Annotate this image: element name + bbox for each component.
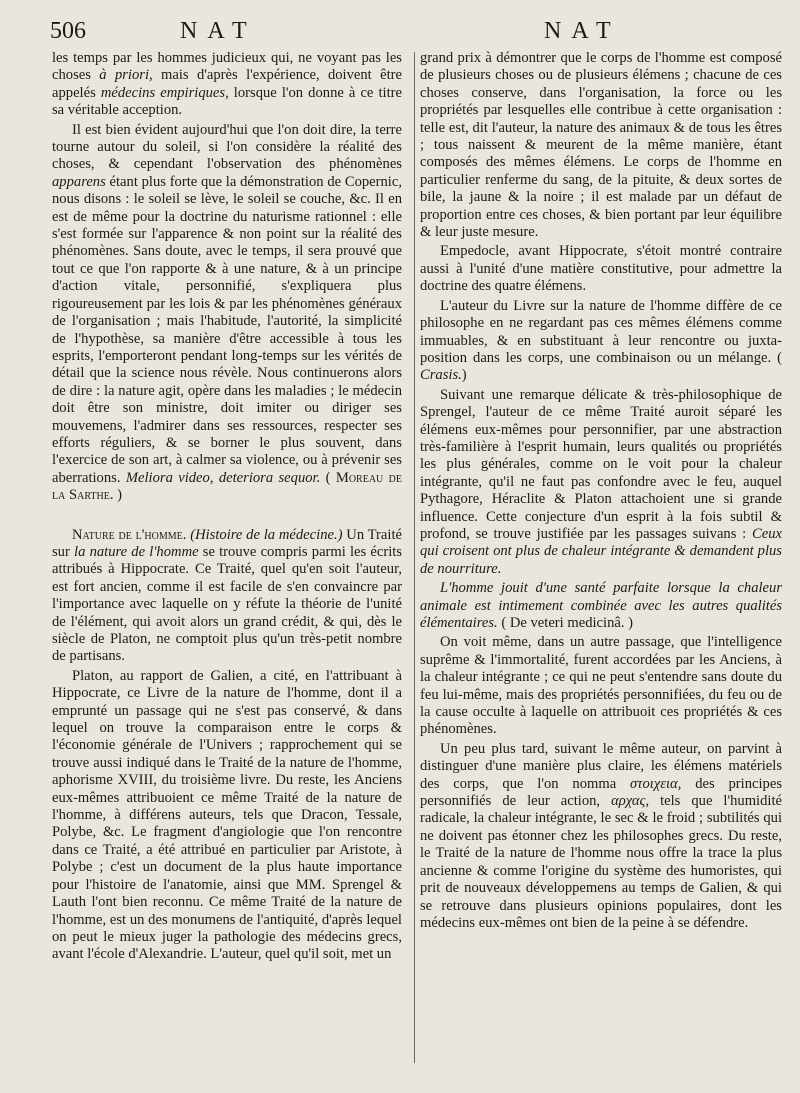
text-run: les temps par les hommes judicieux qui, ne voyant pas les choses xyxy=(52,50,402,84)
text-run: , lorsque l'on donne à ce titre sa véritable acception. xyxy=(52,84,402,119)
text-run: se trouve compris parmi les écrits attribués à Hippocrate. Ce Traité, quel qu'en soit l'auteur, est fort ancien, comme il est facile de s'en convaincre par l'importance avec laquelle on y réfute la théorie de l'unité de l'élément, qui avoit alors un grand crédit, & qui, dès le siècle de Platon, ne comptoit plus qu'un très-petit nombre de partisans. xyxy=(52,543,402,665)
italic-run: apparens xyxy=(52,173,106,190)
text-run: , mais d'après l'expérience, doivent être appelés xyxy=(52,67,402,101)
column-divider xyxy=(414,52,415,1063)
paragraph xyxy=(420,741,782,932)
italic-run: la nature de l'homme xyxy=(74,543,199,560)
italic-run: médecins empiriques xyxy=(100,84,226,101)
right-column xyxy=(420,50,782,934)
paragraph xyxy=(52,122,402,505)
text-run: Suivant une remarque délicate & très-philosophique de Sprengel, l'auteur de ce même Traité auroit séparé les élémens eux-mêmes pour personnifier, par une abstraction très-familière à l'esprit humain, leurs qualités ou propriétés les plus générales, comme on le voit pour la chaleur intégrante, qu'il ne faut pas confondre avec le feu, auquel Pythagore, Héraclite & Platon attachoient une si grande influence. Cette conjecture d'un esprit à la fois subtil & profond, se trouve justifiée par les passages suivans : xyxy=(420,386,782,542)
paragraph: Empedocle, avant Hippocrate, s'étoit montré contraire aussi à l'unité d'une matière constitutive, pour admettre la doctrine des quatre élémens. xyxy=(420,243,782,295)
paragraph xyxy=(420,387,782,578)
page-header xyxy=(50,18,778,48)
entry-subheading: (Histoire de la médecine.) xyxy=(190,526,343,543)
text-run: Il est bien évident aujourd'hui que l'on doit dire, la terre tourne autour du soleil, si l'on considère la réalité des choses, & cependant l'observation des phénomènes xyxy=(52,121,402,173)
paragraph xyxy=(420,580,782,632)
left-column xyxy=(52,50,402,966)
text-run: , des principes personnifiés de leur action, xyxy=(420,775,782,810)
running-head-right: NAT xyxy=(544,18,621,44)
page-number: 506 xyxy=(50,18,86,44)
paragraph xyxy=(52,527,402,666)
italic-run: L'homme jouit d'une santé parfaite lorsque la chaleur animale est intimement combinée avec les autres qualités élémentaires. xyxy=(420,580,782,631)
paragraph: grand prix à démontrer que le corps de l'homme est composé de plusieurs choses ou de plusieurs élémens ; chacune de ces choses conserve, dans l'organisation, la force ou les propriétés par lesquelles elle contribue à cette organisation : telle est, dit l'auteur, la nature des animaux & de tous les êtres ; tous naissent & meurent de la même manière, étant composés des mêmes élémens. Le corps de l'homme en particulier renferme du sang, de la pituite, & deux sortes de bile, la jaune & la noire ; il est malade par un défaut de proportion entre ces choses, & bien portant par leur équilibre & leur juste mesure. xyxy=(420,50,782,241)
text-run: Un Traité sur xyxy=(52,526,402,560)
entry-heading: Nature de l'homme. xyxy=(72,526,187,543)
text-run: étant plus forte que la démonstration de Copernic, nous disons : le soleil se lève, le soleil se couche, &c. Il en est de même pour la doctrine du naturisme rationnel : elle s'est formée sur l'apparence & non point sur la réalité des phénomènes. Sans doute, avec le temps, il sera prouvé que tout ce que l'on rapporte & à une nature, & à un principe d'action vitale, personnifié, s'expliquera plus rigoureusement par les lois & par les phénomènes généraux de l'organisation ; mais l'habitude, l'autorité, la simplicité de l'hypothèse, sa manière d'être accessible à tous les esprits, l'emporteront pendant long-temps sur les vérités de détail que la science nous révèle. Nous continuerons alors de dire : la nature agit, opère dans les maladies ; le médecin doit être son ministre, doit imiter ou diriger ses mouvemens, l'admirer dans ses ressources, respecter ses efforts réguliers, & se borner le plus souvent, dans l'exercice de son art, à calmer sa violence, ou à prévenir ses aberrations. xyxy=(52,173,402,486)
paragraph xyxy=(52,50,402,120)
latin-quote: Meliora video, deteriora sequor. xyxy=(125,469,321,486)
italic-run: Ceux qui croisent ont plus de chaleur intégrante & demandent plus de nourriture. xyxy=(420,525,782,577)
text-run: . ) xyxy=(109,487,122,504)
text-run: ( xyxy=(320,469,336,486)
text-run: , tels que l'humidité radicale, la chaleur intégrante, le sec & le froid ; subtilités qui ne doivent pas étonner chez les philosophes grecs. Du reste, le Traité de la nature de l'homme nous offre la trace la plus ancienne & comme l'origine du système des humoristes, qui prit de nouveaux développemens au temps de Galien, & qui se retrouve dans plusieurs opinions populaires, dont les médecins eux-mêmes ont bien de la peine à se défendre. xyxy=(420,793,782,931)
text-run: ( De veteri medicinâ. ) xyxy=(497,615,634,631)
text-run: Un peu plus tard, suivant le même auteur, on parvint à distinguer d'une manière plus claire, les élémens matériels des corps, que l'on nomma xyxy=(420,740,782,792)
paragraph: On voit même, dans un autre passage, que l'intelligence suprême & l'immortalité, furent accordées par les Anciens, à la chaleur intégrante ; ce qui ne peut s'entendre sans doute du feu lui-même, mais des propriétés personnifiées, du feu ou de la cause occulte à laquelle on attribuoit ces propriétés & ces phénomènes. xyxy=(420,634,782,738)
text-run: ) xyxy=(461,367,467,384)
author-signature: Moreau de la Sarthe xyxy=(52,469,402,504)
italic-run: à priori xyxy=(99,67,150,84)
greek-word: αρχας xyxy=(611,793,646,810)
italic-run: Crasis. xyxy=(420,367,462,384)
text-run: L'auteur du Livre sur la nature de l'homme diffère de ce philosophe en ne regardant pas ces mêmes élémens comme immuables, & en substituant à leur rencontre ou juxta-position dans les corps, une combinaison ou un mélange. ( xyxy=(420,297,782,366)
running-head-left: NAT xyxy=(180,18,257,44)
greek-word: στοιχεια xyxy=(630,775,678,792)
paragraph: Platon, au rapport de Galien, a cité, en l'attribuant à Hippocrate, ce Livre de la nature de l'homme, dont il a emprunté un passage qui ne s'est pas conservé, & dans lequel on trouve la comparaison entre le corps & l'économie générale de l'Univers ; rapprochement qui se trouve aussi indiqué dans le Traité de la nature de l'homme, aphorisme XVIII, du troisième livre. Du reste, les Anciens eux-mêmes attribuoient ce même Traité de la nature de l'homme, à différens auteurs, tels que Dracon, Tessale, Polybe, &c. Le fragment d'angiologie que l'on rencontre dans ce Traité, a été attribué en particulier par Aristote, à Polybe ; c'est un document de la plus haute importance pour l'histoire de l'anatomie, ainsi que MM. Sprengel & Lauth l'ont bien reconnu. Ce même Traité de la nature de l'homme, est un des monumens de l'antiquité, d'après lequel on peut le mieux juger la pathologie des médecins grecs, avant l'école d'Alexandrie. L'auteur, quel qu'il soit, met un xyxy=(52,667,402,963)
paragraph xyxy=(420,298,782,385)
